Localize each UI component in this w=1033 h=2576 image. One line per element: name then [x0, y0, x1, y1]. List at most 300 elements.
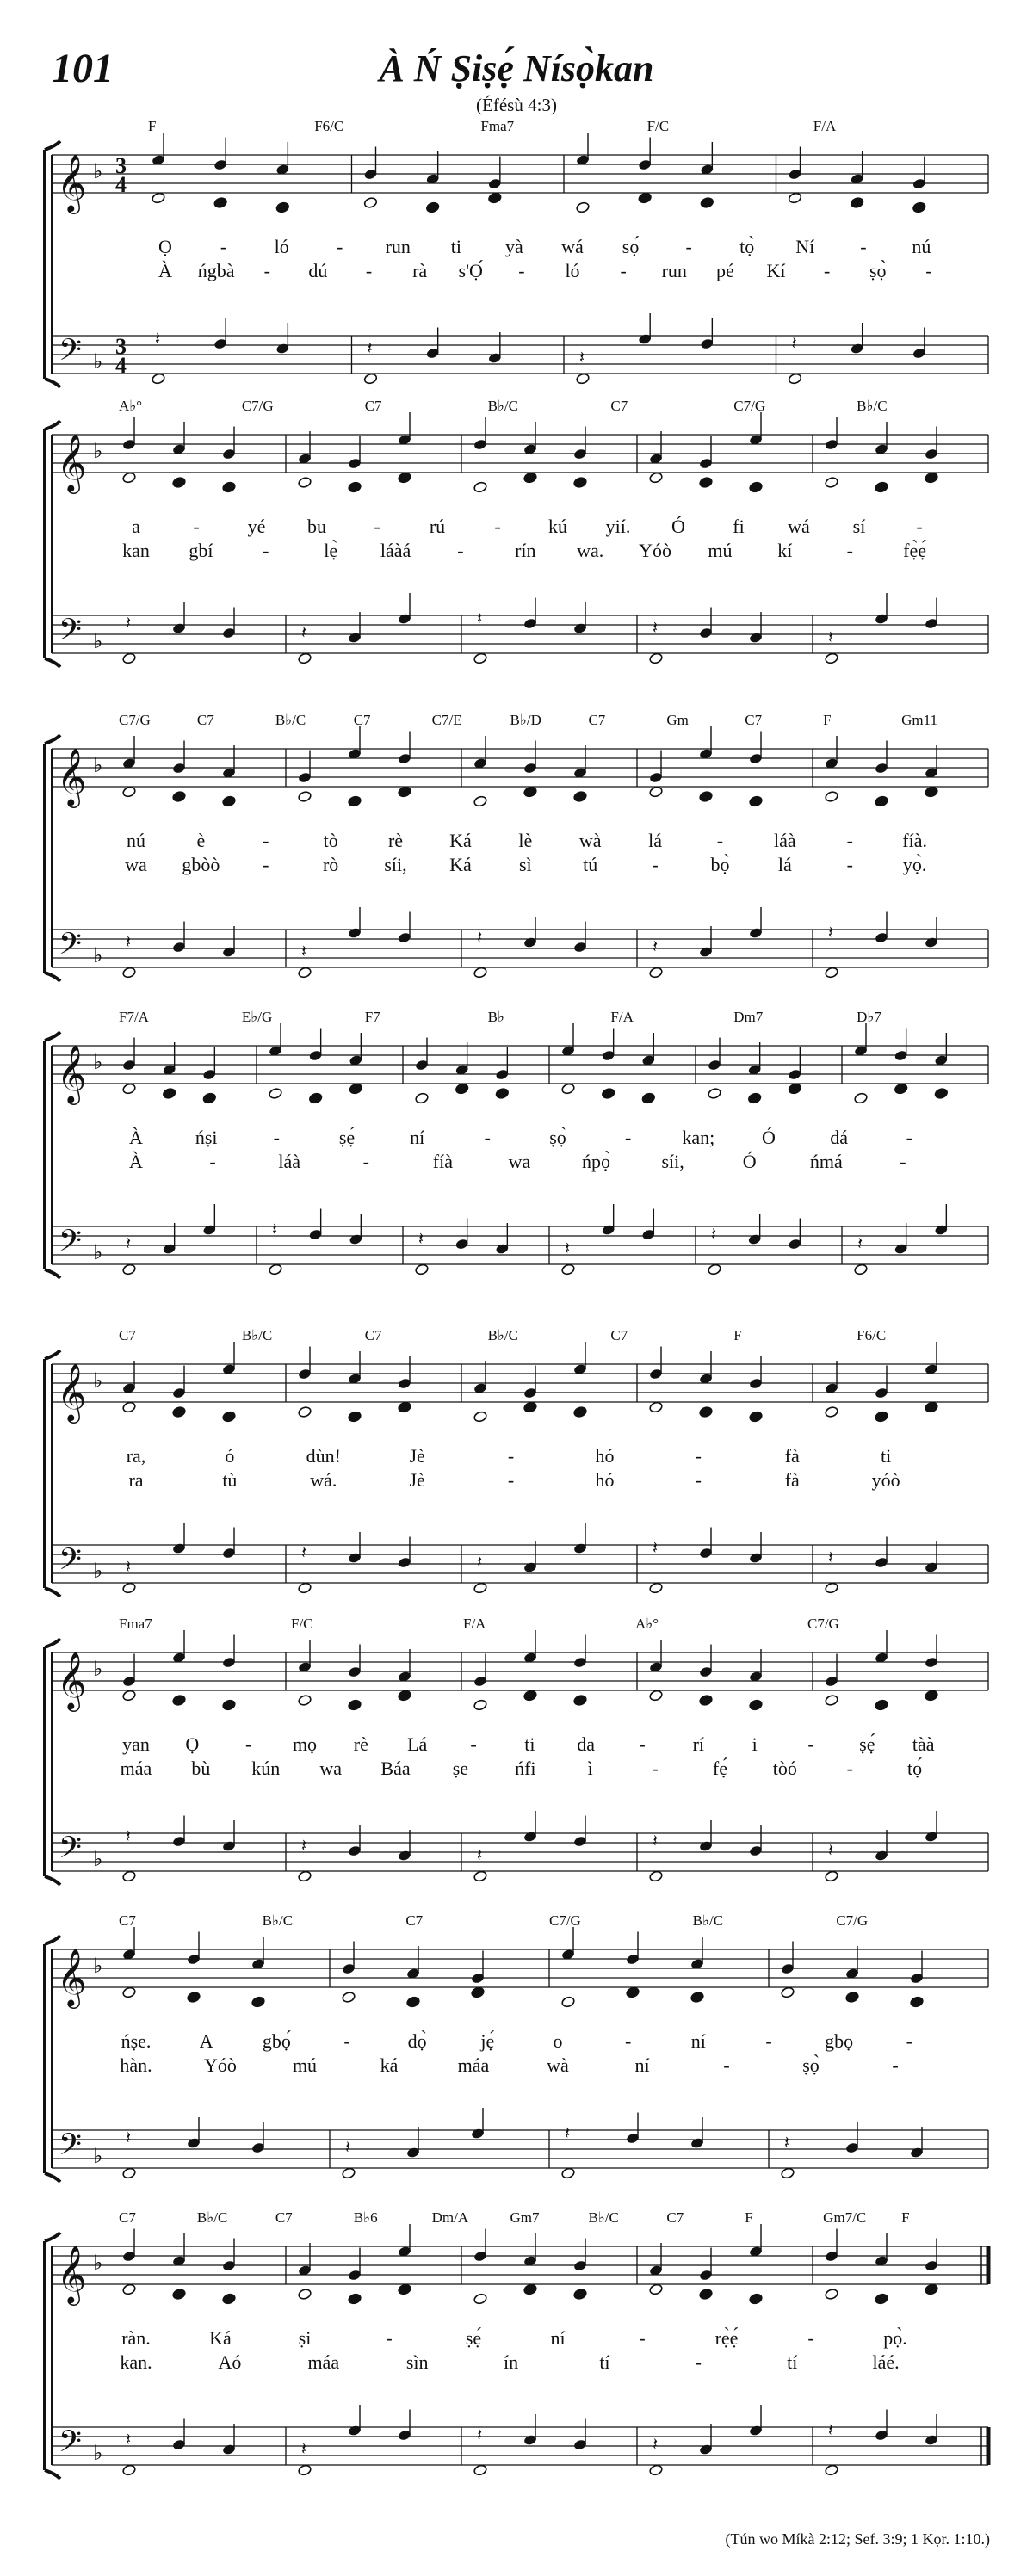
rest-icon: 𝄽: [828, 2421, 834, 2440]
rest-icon: 𝄽: [126, 2431, 132, 2449]
chord-symbol: C7: [610, 398, 628, 414]
lyric-verse-2: -: [457, 540, 464, 561]
lyric-verse-1: Ó: [671, 516, 685, 537]
lyric-verse-1: -: [494, 516, 501, 537]
rest-icon: 𝄽: [272, 1220, 278, 1239]
treble-clef-icon: 𝄞: [57, 1652, 87, 1708]
lyric-verse-2: rò: [322, 854, 339, 875]
chord-symbol: C7: [196, 712, 214, 728]
treble-notehead: [910, 1996, 925, 2008]
lyric-verse-1: -: [625, 1127, 632, 1148]
lyric-verse-2: Báa: [380, 1757, 411, 1779]
bass-notehead: [561, 2167, 576, 2179]
rest-icon: 𝄽: [126, 1827, 132, 1846]
lyric-verse-2: fẹ̀ẹ́: [903, 540, 927, 561]
bass-notehead: [122, 2464, 137, 2476]
chord-symbol: B♭/C: [857, 398, 888, 414]
lyric-verse-2: máa: [307, 2351, 340, 2373]
lyric-verse-1: rè: [387, 830, 404, 851]
bass-clef-icon: 𝄢: [59, 1832, 83, 1872]
treble-clef-icon: 𝄞: [57, 2246, 87, 2302]
treble-notehead: [222, 2293, 237, 2305]
treble-notehead: [523, 1401, 538, 1413]
chord-symbol: Gm11: [901, 712, 937, 728]
lyric-verse-1: tàà: [912, 1733, 935, 1755]
lyric-verse-1: ṣi: [298, 2327, 312, 2349]
key-signature-flat-icon: ♭: [93, 1849, 103, 1871]
time-signature-top: 3: [115, 153, 127, 178]
treble-notehead: [649, 1401, 664, 1413]
bass-clef-icon: 𝄢: [59, 1226, 83, 1265]
lyric-verse-2: Yóò: [639, 540, 672, 561]
treble-notehead: [699, 1694, 714, 1706]
lyric-verse-1: -: [470, 1733, 477, 1755]
chord-symbol: B♭/C: [262, 1912, 294, 1929]
treble-clef-icon: 𝄞: [57, 155, 87, 211]
lyric-verse-1: pọ̀.: [883, 2327, 907, 2349]
lyric-verse-2: máa: [457, 2054, 490, 2076]
chord-symbol: C7: [610, 1327, 628, 1344]
bass-notehead: [788, 373, 802, 385]
lyric-verse-2: -: [518, 260, 525, 281]
chord-symbol: C7: [745, 712, 763, 728]
rest-icon: 𝄽: [301, 942, 307, 961]
lyric-verse-2: -: [892, 2054, 899, 2076]
bass-notehead: [825, 652, 839, 664]
treble-notehead: [172, 1694, 187, 1706]
chord-symbol: Fma7: [480, 118, 515, 134]
treble-notehead: [308, 1092, 323, 1104]
key-signature-flat-icon: ♭: [93, 441, 103, 463]
treble-notehead: [495, 1087, 510, 1099]
lyric-verse-2: tí: [787, 2351, 798, 2373]
lyric-verse-2: ra: [128, 1469, 144, 1491]
lyric-verse-1: -: [343, 2030, 350, 2052]
bass-notehead: [473, 1870, 488, 1882]
bass-notehead: [122, 2167, 137, 2179]
bass-notehead: [825, 1870, 839, 1882]
lyric-verse-2: -: [925, 260, 932, 281]
chord-symbol: Gm7/C: [823, 2209, 867, 2226]
lyric-verse-1: yé: [247, 516, 266, 537]
treble-notehead: [850, 196, 864, 208]
lyric-verse-2: fà: [784, 1469, 800, 1491]
lyric-verse-2: -: [263, 854, 269, 875]
treble-notehead: [749, 795, 764, 807]
lyric-verse-2: À: [158, 260, 172, 281]
bass-notehead: [122, 1870, 137, 1882]
chord-symbol: C7: [119, 1912, 136, 1929]
treble-notehead: [561, 1083, 576, 1095]
lyric-verse-2: rín: [515, 540, 536, 561]
treble-notehead: [348, 481, 362, 493]
lyric-verse-2: ní: [634, 2054, 650, 2076]
treble-notehead: [699, 1405, 714, 1418]
lyric-verse-1: yií.: [605, 516, 631, 537]
rest-icon: 𝄽: [477, 1846, 483, 1865]
rest-icon: 𝄽: [857, 1234, 863, 1254]
treble-notehead: [649, 786, 664, 798]
treble-notehead: [222, 481, 237, 493]
bass-notehead: [122, 967, 137, 979]
bass-notehead: [415, 1263, 430, 1276]
treble-notehead: [298, 1694, 312, 1706]
chord-symbol: F: [901, 2209, 910, 2226]
chord-symbol: F/C: [646, 118, 670, 134]
chord-symbol: F6/C: [314, 118, 344, 134]
lyric-verse-2: dú: [308, 260, 328, 281]
chord-symbol: B♭/C: [241, 1327, 273, 1344]
treble-notehead: [122, 1083, 137, 1095]
treble-notehead: [523, 2283, 538, 2295]
lyric-verse-2: rà: [412, 260, 428, 281]
bass-notehead: [576, 373, 591, 385]
chord-symbol: C7: [405, 1912, 424, 1929]
chord-symbol: B♭/C: [588, 2209, 619, 2226]
lyric-verse-2: wa: [319, 1757, 342, 1779]
treble-notehead: [894, 1083, 908, 1095]
bass-notehead: [298, 1870, 312, 1882]
bass-notehead: [473, 1582, 488, 1594]
lyric-verse-1: -: [685, 236, 692, 257]
bass-clef-icon: 𝄢: [59, 2129, 83, 2169]
treble-notehead: [363, 196, 378, 208]
bass-notehead: [854, 1263, 869, 1276]
rest-icon: 𝄽: [653, 937, 659, 957]
lyric-verse-1: ní: [690, 2030, 706, 2052]
treble-notehead: [699, 2288, 714, 2300]
treble-clef-icon: 𝄞: [57, 1949, 87, 2005]
rest-icon: 𝄽: [477, 1553, 483, 1572]
treble-notehead: [700, 196, 714, 208]
lyric-verse-1: nú: [127, 830, 145, 851]
lyric-verse-2: ì: [587, 1757, 593, 1779]
lyric-verse-2: À: [129, 1151, 143, 1172]
treble-notehead: [925, 1690, 939, 1702]
lyric-verse-2: tọ́: [907, 1757, 923, 1779]
lyric-verse-1: fíà.: [902, 830, 927, 851]
lyric-verse-2: bù: [191, 1757, 211, 1779]
key-signature-flat-icon: ♭: [93, 1955, 103, 1978]
lyric-verse-1: a: [132, 516, 140, 537]
lyric-verse-2: wa.: [577, 540, 604, 561]
bass-notehead: [122, 1263, 137, 1276]
chord-symbol: Dm7: [733, 1009, 764, 1025]
lyric-verse-1: Lá: [407, 1733, 428, 1755]
lyric-verse-1: -: [860, 236, 867, 257]
treble-notehead: [573, 790, 588, 802]
bass-clef-icon: 𝄢: [59, 1544, 83, 1584]
lyric-verse-1: ńṣi: [195, 1127, 218, 1148]
lyric-verse-1: -: [484, 1127, 491, 1148]
lyric-verse-1: nú: [912, 236, 931, 257]
treble-notehead: [825, 1694, 839, 1706]
treble-notehead: [398, 1401, 412, 1413]
treble-notehead: [202, 1092, 217, 1104]
treble-notehead: [122, 1690, 137, 1702]
scripture-reference: (Éfésù 4:3): [476, 95, 557, 115]
treble-notehead: [122, 786, 137, 798]
chord-symbol: B♭/C: [487, 1327, 518, 1344]
lyric-verse-2: -: [695, 2351, 702, 2373]
treble-notehead: [172, 2288, 187, 2300]
key-signature-flat-icon: ♭: [93, 1370, 103, 1393]
key-signature-flat-icon: ♭: [93, 1659, 103, 1681]
bass-notehead: [649, 1870, 664, 1882]
treble-notehead: [348, 2293, 362, 2305]
system-5: [45, 1342, 988, 1597]
chord-symbol: C7: [666, 2209, 684, 2226]
lyric-verse-2: wa: [125, 854, 147, 875]
treble-notehead: [708, 1087, 722, 1099]
bass-notehead: [825, 967, 839, 979]
rest-icon: 𝄽: [126, 1234, 132, 1254]
lyric-verse-1: -: [916, 516, 923, 537]
lyric-verse-2: ṣọ̀: [869, 260, 887, 281]
lyric-verse-2: mú: [708, 540, 733, 561]
chord-symbol: C7/G: [241, 398, 274, 414]
bass-notehead: [649, 1582, 664, 1594]
chord-symbol: F/A: [813, 118, 837, 134]
lyric-verse-2: tú: [583, 854, 598, 875]
lyric-verse-1: Ọ: [158, 236, 172, 257]
treble-notehead: [473, 795, 488, 807]
chord-symbol: B♭/C: [692, 1912, 724, 1929]
lyric-verse-1: yan: [122, 1733, 150, 1755]
treble-notehead: [406, 1996, 421, 2008]
bass-notehead: [298, 652, 312, 664]
chord-symbol: B♭/C: [275, 712, 306, 728]
lyric-verse-2: gbòò: [182, 854, 220, 875]
lyric-verse-2: run: [661, 260, 687, 281]
key-signature-flat-icon: ♭: [93, 1052, 103, 1074]
treble-notehead: [854, 1092, 869, 1104]
lyric-verse-1: ó: [225, 1445, 235, 1467]
lyric-verse-1: wá: [788, 516, 810, 537]
lyric-verse-1: ti: [524, 1733, 535, 1755]
lyric-verse-1: tò: [323, 830, 338, 851]
chord-symbol: C7: [364, 398, 382, 414]
lyric-verse-2: kí: [777, 540, 793, 561]
lyric-verse-2: wa: [508, 1151, 531, 1172]
chord-symbol: B♭6: [353, 2209, 378, 2226]
treble-notehead: [122, 1401, 137, 1413]
bass-clef-icon: 𝄢: [59, 335, 83, 374]
lyric-verse-2: ńgbà: [197, 260, 235, 281]
treble-notehead: [152, 192, 166, 204]
treble-notehead: [523, 786, 538, 798]
lyric-verse-2: Ká: [449, 854, 472, 875]
treble-clef-icon: 𝄞: [57, 749, 87, 805]
lyric-verse-1: -: [695, 1445, 702, 1467]
lyric-verse-2: -: [209, 1151, 216, 1172]
lyric-verse-1: jẹ́: [480, 2030, 495, 2052]
treble-notehead: [573, 476, 588, 488]
treble-notehead: [875, 1411, 889, 1423]
chord-symbol: Fma7: [119, 1615, 152, 1632]
chord-symbol: F: [745, 2209, 753, 2226]
lyric-verse-1: ràn.: [121, 2327, 151, 2349]
treble-notehead: [875, 2293, 889, 2305]
treble-notehead: [251, 1996, 266, 2008]
bass-notehead: [298, 2464, 312, 2476]
treble-notehead: [187, 1991, 201, 2003]
lyric-verse-1: -: [807, 2327, 814, 2349]
lyric-verse-2: -: [507, 1469, 515, 1491]
time-signature-bottom: 4: [115, 353, 127, 378]
rest-icon: 𝄽: [301, 1543, 307, 1563]
chord-symbol: F: [148, 118, 157, 134]
lyric-verse-2: -: [846, 540, 853, 561]
treble-notehead: [298, 2288, 312, 2300]
treble-notehead: [576, 201, 591, 213]
lyric-verse-2: hàn.: [120, 2054, 152, 2076]
treble-notehead: [348, 795, 362, 807]
treble-notehead: [523, 1690, 538, 1702]
treble-notehead: [825, 1405, 839, 1418]
chord-symbol: C7: [353, 712, 371, 728]
rest-icon: 𝄽: [126, 933, 132, 952]
chord-symbol: B♭/C: [487, 398, 518, 414]
lyric-verse-2: yọ̀.: [902, 854, 927, 875]
treble-notehead: [875, 795, 889, 807]
key-signature-flat-icon: ♭: [93, 2146, 103, 2168]
lyric-verse-2: ńfi: [515, 1757, 536, 1779]
chord-symbol: F/A: [610, 1009, 634, 1025]
lyric-verse-1: Ní: [795, 236, 815, 257]
lyric-verse-2: sìn: [405, 2351, 429, 2373]
lyric-verse-2: ńmá: [809, 1151, 843, 1172]
lyric-verse-1: rí: [692, 1733, 705, 1755]
lyric-verse-1: dùn!: [306, 1445, 341, 1467]
treble-notehead: [699, 476, 714, 488]
rest-icon: 𝄽: [301, 1837, 307, 1856]
key-signature-flat-icon: ♭: [93, 2443, 103, 2465]
lyric-verse-1: rẹ̀ẹ́: [714, 2327, 739, 2349]
bass-notehead: [363, 373, 378, 385]
lyric-verse-1: ti: [450, 236, 461, 257]
treble-notehead: [925, 2283, 939, 2295]
lyric-verse-1: -: [639, 1733, 646, 1755]
lyric-verse-1: -: [807, 1733, 814, 1755]
treble-notehead: [747, 1092, 762, 1104]
lyric-verse-1: -: [906, 2030, 912, 2052]
chord-symbol: C7/E: [431, 712, 462, 728]
treble-notehead: [455, 1083, 469, 1095]
lyric-verse-2: kan.: [120, 2351, 152, 2373]
treble-notehead: [749, 1411, 764, 1423]
lyric-verse-2: gbí: [189, 540, 213, 561]
lyric-verse-2: tù: [222, 1469, 238, 1491]
lyric-verse-2: -: [652, 854, 659, 875]
chord-symbol: F7/A: [119, 1009, 149, 1025]
chord-symbol: A♭°: [119, 398, 143, 414]
treble-notehead: [573, 1405, 588, 1418]
lyric-verse-2: láàá: [380, 540, 411, 561]
lyric-verse-2: -: [846, 854, 853, 875]
key-signature-flat-icon: ♭: [93, 2252, 103, 2275]
lyric-verse-1: dá: [830, 1127, 849, 1148]
lyric-verse-1: wà: [578, 830, 602, 851]
treble-notehead: [269, 1087, 283, 1099]
treble-notehead: [875, 481, 889, 493]
treble-notehead: [699, 790, 714, 802]
lyric-verse-1: -: [716, 830, 724, 851]
treble-notehead: [298, 476, 312, 488]
chord-symbol: C7/G: [733, 398, 766, 414]
lyric-verse-1: mọ: [292, 1733, 318, 1755]
chord-symbol: C7/G: [807, 1615, 839, 1632]
treble-notehead: [749, 2293, 764, 2305]
lyric-verse-1: -: [906, 1127, 912, 1148]
lyric-verse-2: ló: [565, 260, 580, 281]
lyric-verse-1: sí: [852, 516, 866, 537]
treble-notehead: [473, 1699, 488, 1711]
rest-icon: 𝄽: [301, 623, 307, 643]
lyric-verse-2: wà: [547, 2054, 569, 2076]
chord-symbol: C7: [588, 712, 606, 728]
lyric-verse-2: -: [823, 260, 831, 281]
bass-notehead: [825, 1582, 839, 1594]
lyric-verse-1: ra,: [126, 1445, 146, 1467]
treble-notehead: [415, 1092, 430, 1104]
lyric-verse-1: ní: [550, 2327, 566, 2349]
treble-notehead: [649, 1690, 664, 1702]
treble-notehead: [649, 2283, 664, 2295]
lyric-verse-2: pé: [715, 260, 734, 281]
lyric-verse-1: bu: [307, 516, 326, 537]
footer-reference: (Tún wo Míkà 2:12; Sef. 3:9; 1 Kọr. 1:10.): [725, 2530, 990, 2548]
treble-notehead: [342, 1991, 356, 2003]
treble-notehead: [222, 1699, 237, 1711]
chord-symbol: C7: [275, 2209, 293, 2226]
key-signature-flat-icon: ♭: [93, 945, 103, 967]
lyric-verse-2: síi,: [384, 854, 407, 875]
treble-notehead: [213, 196, 228, 208]
treble-notehead: [398, 2283, 412, 2295]
chord-symbol: C7/G: [119, 712, 151, 728]
chord-symbol: F6/C: [857, 1327, 887, 1344]
rest-icon: 𝄽: [367, 339, 373, 358]
lyric-verse-1: tọ̀: [739, 236, 755, 257]
lyric-verse-2: sì: [518, 854, 532, 875]
treble-notehead: [749, 1699, 764, 1711]
rest-icon: 𝄽: [653, 619, 659, 638]
treble-notehead: [749, 481, 764, 493]
treble-notehead: [398, 472, 412, 484]
bass-notehead: [152, 373, 166, 385]
lyric-verse-1: Jè: [409, 1445, 425, 1467]
lyric-verse-1: da: [577, 1733, 596, 1755]
treble-notehead: [925, 786, 939, 798]
lyric-verse-2: fẹ́: [712, 1757, 728, 1779]
lyric-verse-1: ṣọ̀: [549, 1127, 566, 1148]
lyric-verse-2: Kí: [766, 260, 786, 281]
lyric-verse-1: run: [385, 236, 411, 257]
treble-notehead: [471, 1986, 486, 1998]
bass-notehead: [298, 1582, 312, 1594]
treble-notehead: [473, 2293, 488, 2305]
lyric-verse-1: i: [752, 1733, 758, 1755]
bass-notehead: [298, 967, 312, 979]
lyric-verse-1: -: [273, 1127, 280, 1148]
bass-notehead: [473, 967, 488, 979]
lyric-verse-1: Ọ: [185, 1733, 200, 1755]
lyric-verse-2: máa: [120, 1757, 152, 1779]
treble-notehead: [162, 1087, 176, 1099]
lyric-verse-2: -: [723, 2054, 730, 2076]
lyric-verse-1: ti: [880, 1445, 892, 1467]
